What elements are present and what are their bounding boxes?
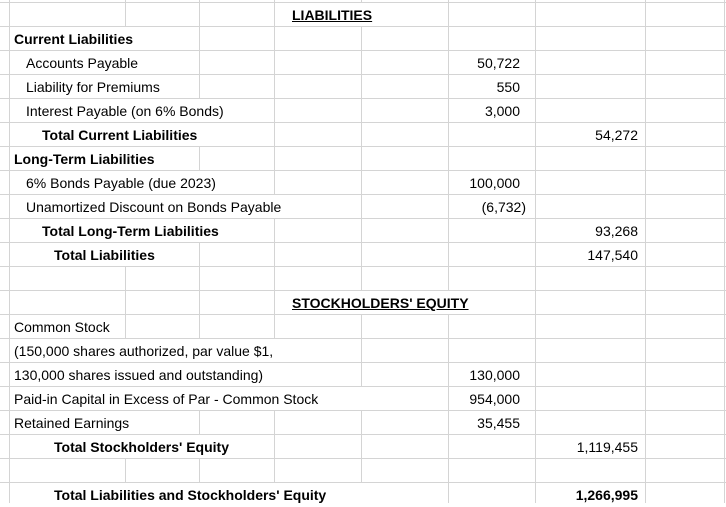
grid-line (448, 0, 449, 503)
current-liabilities-header: Current Liabilities (14, 31, 134, 47)
accounts-payable-amount: 50,722 (477, 55, 520, 71)
grid-line (645, 0, 646, 503)
interest-payable-label: Interest Payable (on 6% Bonds) (26, 103, 224, 119)
bonds-payable-label: 6% Bonds Payable (due 2023) (26, 175, 216, 191)
liabilities-heading: LIABILITIES (292, 7, 373, 23)
unamortized-discount-label: Unamortized Discount on Bonds Payable (26, 199, 282, 215)
grand-total-amount: 1,266,995 (575, 487, 638, 503)
equity-heading: STOCKHOLDERS' EQUITY (292, 295, 469, 311)
total-liabilities-amount: 147,540 (587, 247, 638, 263)
common-stock-note-1: (150,000 shares authorized, par value $1, (14, 343, 274, 359)
paid-in-capital-label: Paid-in Capital in Excess of Par - Common Stock (14, 391, 319, 407)
grid-line (535, 0, 536, 503)
total-liabilities-label: Total Liabilities (54, 247, 155, 263)
total-long-term-liabilities-amount: 93,268 (595, 223, 638, 239)
retained-earnings-label: Retained Earnings (14, 415, 130, 431)
unamortized-discount-amount: (6,732) (481, 199, 526, 215)
grid-line (274, 0, 275, 503)
grid-line (361, 0, 362, 503)
interest-payable-amount: 3,000 (484, 103, 520, 119)
retained-earnings-amount: 35,455 (477, 415, 520, 431)
grand-total-label: Total Liabilities and Stockholders' Equity (54, 487, 327, 503)
common-stock-amount: 130,000 (469, 367, 520, 383)
common-stock-note-2: 130,000 shares issued and outstanding) (14, 367, 264, 383)
total-equity-amount: 1,119,455 (576, 439, 638, 455)
total-long-term-liabilities-label: Total Long-Term Liabilities (42, 223, 219, 239)
grid-line (199, 0, 200, 503)
total-equity-label: Total Stockholders' Equity (54, 439, 229, 455)
bonds-payable-amount: 100,000 (469, 175, 520, 191)
long-term-liabilities-header: Long-Term Liabilities (14, 151, 155, 167)
grid-line (724, 0, 725, 503)
accounts-payable-label: Accounts Payable (26, 55, 139, 71)
liability-for-premiums-label: Liability for Premiums (26, 79, 160, 95)
common-stock-label: Common Stock (14, 319, 110, 335)
total-current-liabilities-label: Total Current Liabilities (42, 127, 198, 143)
liability-for-premiums-amount: 550 (496, 79, 520, 95)
paid-in-capital-amount: 954,000 (469, 391, 520, 407)
total-current-liabilities-amount: 54,272 (595, 127, 638, 143)
